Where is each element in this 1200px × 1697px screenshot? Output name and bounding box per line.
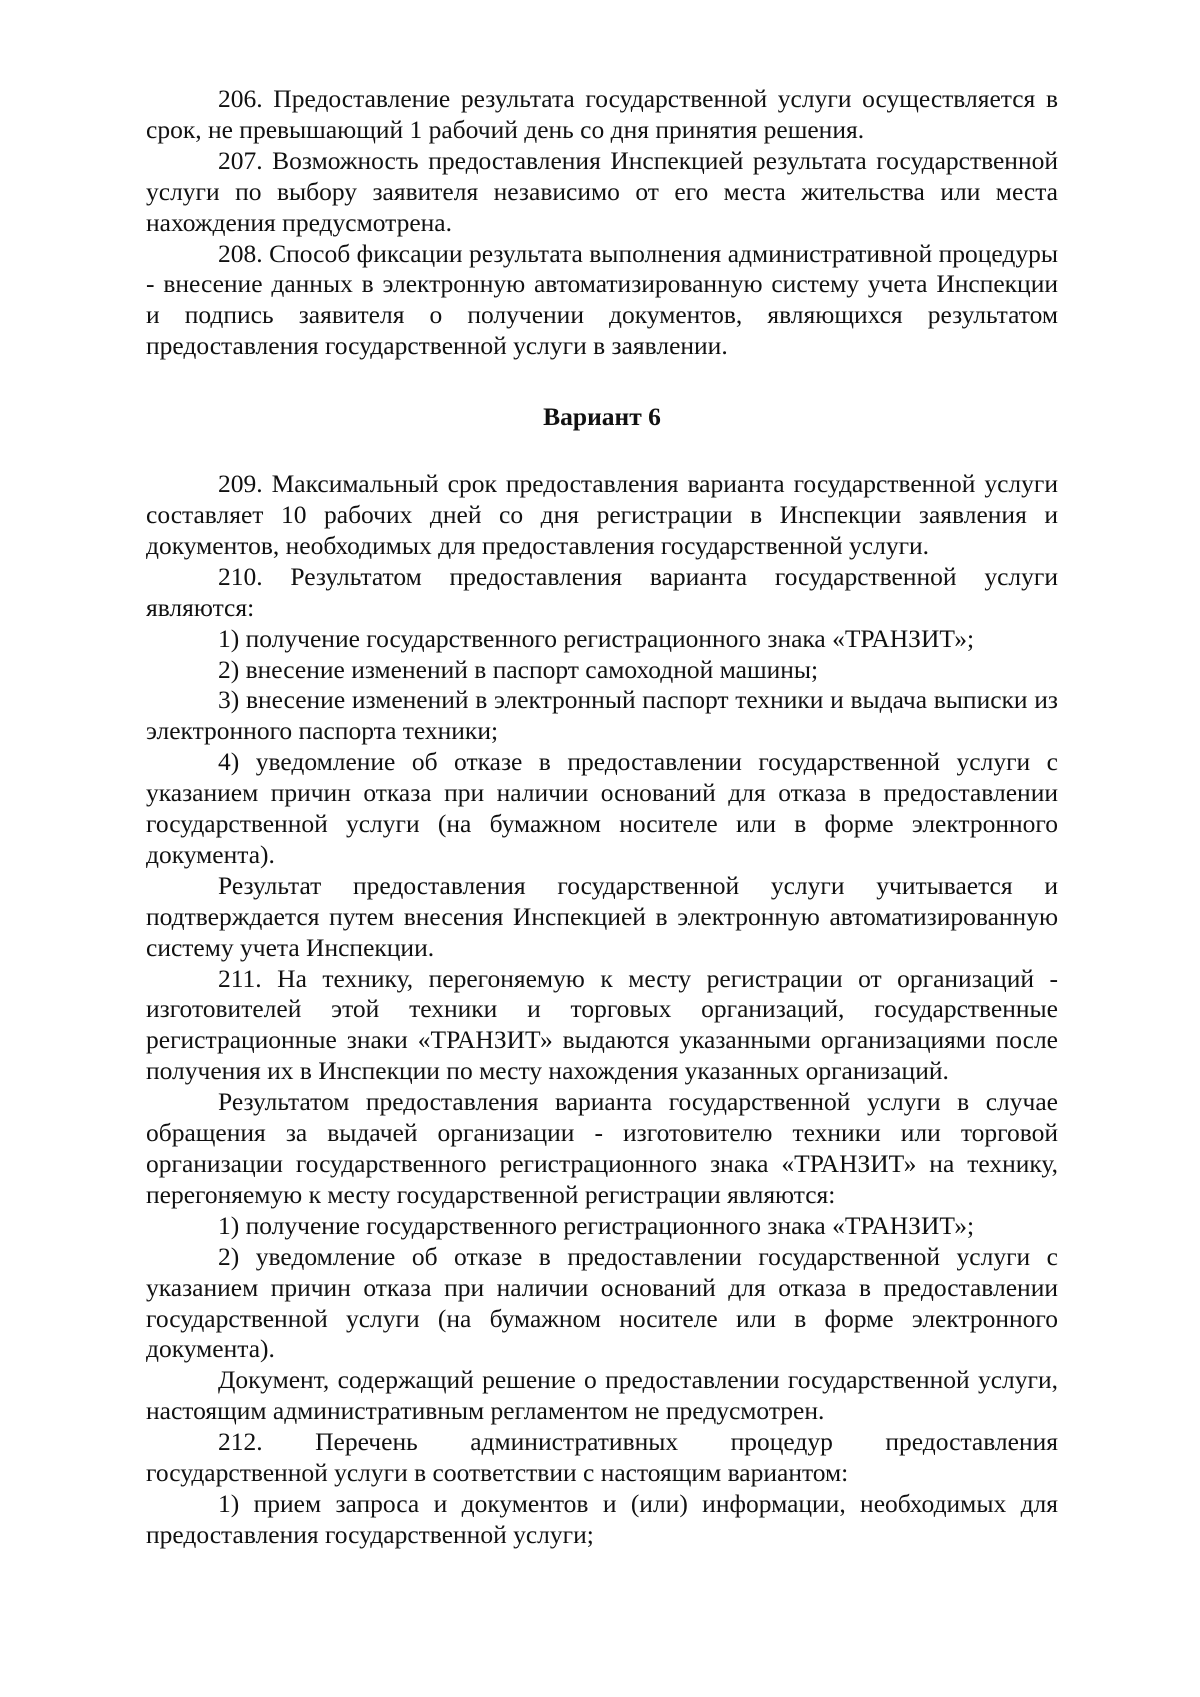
- paragraph-209: 209. Максимальный срок предоставления варианта государственной услуги составляет 10 рабочих дней со дня регистрации в Инспекции заявления и документов, необходимых для предоставления государственной услуги.: [146, 469, 1058, 560]
- paragraph: Документ, содержащий решение о предоставлении государственной услуги, настоящим административным регламентом не предусмотрен.: [146, 1365, 1058, 1426]
- paragraph-211: 211. На технику, перегоняемую к месту регистрации от организаций - изготовителей этой техники и торговых организаций, государственные регистрационные знаки «ТРАНЗИТ» выдаются указанными организациями после получения их в Инспекции по месту нахождения указанных организаций.: [146, 963, 1058, 1086]
- list-item: 4) уведомление об отказе в предоставлении государственной услуги с указанием причин отказа при наличии оснований для отказа в предоставлении государственной услуги (на бумажном носителе или в форме электронного документа).: [146, 747, 1058, 869]
- paragraph-206: 206. Предоставление результата государственной услуги осуществляется в срок, не превышающий 1 рабочий день со дня принятия решения.: [146, 84, 1058, 144]
- list-item: 3) внесение изменений в электронный паспорт техники и выдача выписки из электронного паспорта техники;: [146, 685, 1058, 746]
- paragraph-207: 207. Возможность предоставления Инспекцией результата государственной услуги по выбору заявителя независимо от его места жительства или места нахождения предусмотрена.: [146, 145, 1058, 237]
- paragraph-212: 212. Перечень административных процедур предоставления государственной услуги в соответствии с настоящим вариантом:: [146, 1427, 1058, 1488]
- paragraph: Результат предоставления государственной услуги учитывается и подтверждается путем внесения Инспекцией в электронную автоматизированную систему учета Инспекции.: [146, 870, 1058, 962]
- paragraph-210: 210. Результатом предоставления варианта государственной услуги являются:: [146, 561, 1058, 622]
- document-page: [146, 84, 1058, 1551]
- list-item: 1) получение государственного регистрационного знака «ТРАНЗИТ»;: [218, 623, 975, 653]
- list-item: 1) прием запроса и документов и (или) информации, необходимых для предоставления государственной услуги;: [146, 1488, 1058, 1549]
- paragraph-208: 208. Способ фиксации результата выполнения административной процедуры - внесение данных в электронную автоматизированную систему учета Инспекции и подпись заявителя о получении документов, являющихся результатом предоставления государственной услуги в заявлении.: [146, 238, 1058, 361]
- list-item: 1) получение государственного регистрационного знака «ТРАНЗИТ»;: [218, 1210, 975, 1240]
- section-heading: Вариант 6: [543, 402, 661, 432]
- paragraph: Результатом предоставления варианта государственной услуги в случае обращения за выдачей организации - изготовителю техники или торговой организации государственного регистрационного знака «ТРАНЗИТ» на технику, перегоняемую к месту государственной регистрации являются:: [146, 1087, 1058, 1209]
- list-item: 2) уведомление об отказе в предоставлении государственной услуги с указанием причин отказа при наличии оснований для отказа в предоставлении государственной услуги (на бумажном носителе или в форме электронного документа).: [146, 1241, 1058, 1364]
- list-item: 2) внесение изменений в паспорт самоходной машины;: [218, 654, 819, 684]
